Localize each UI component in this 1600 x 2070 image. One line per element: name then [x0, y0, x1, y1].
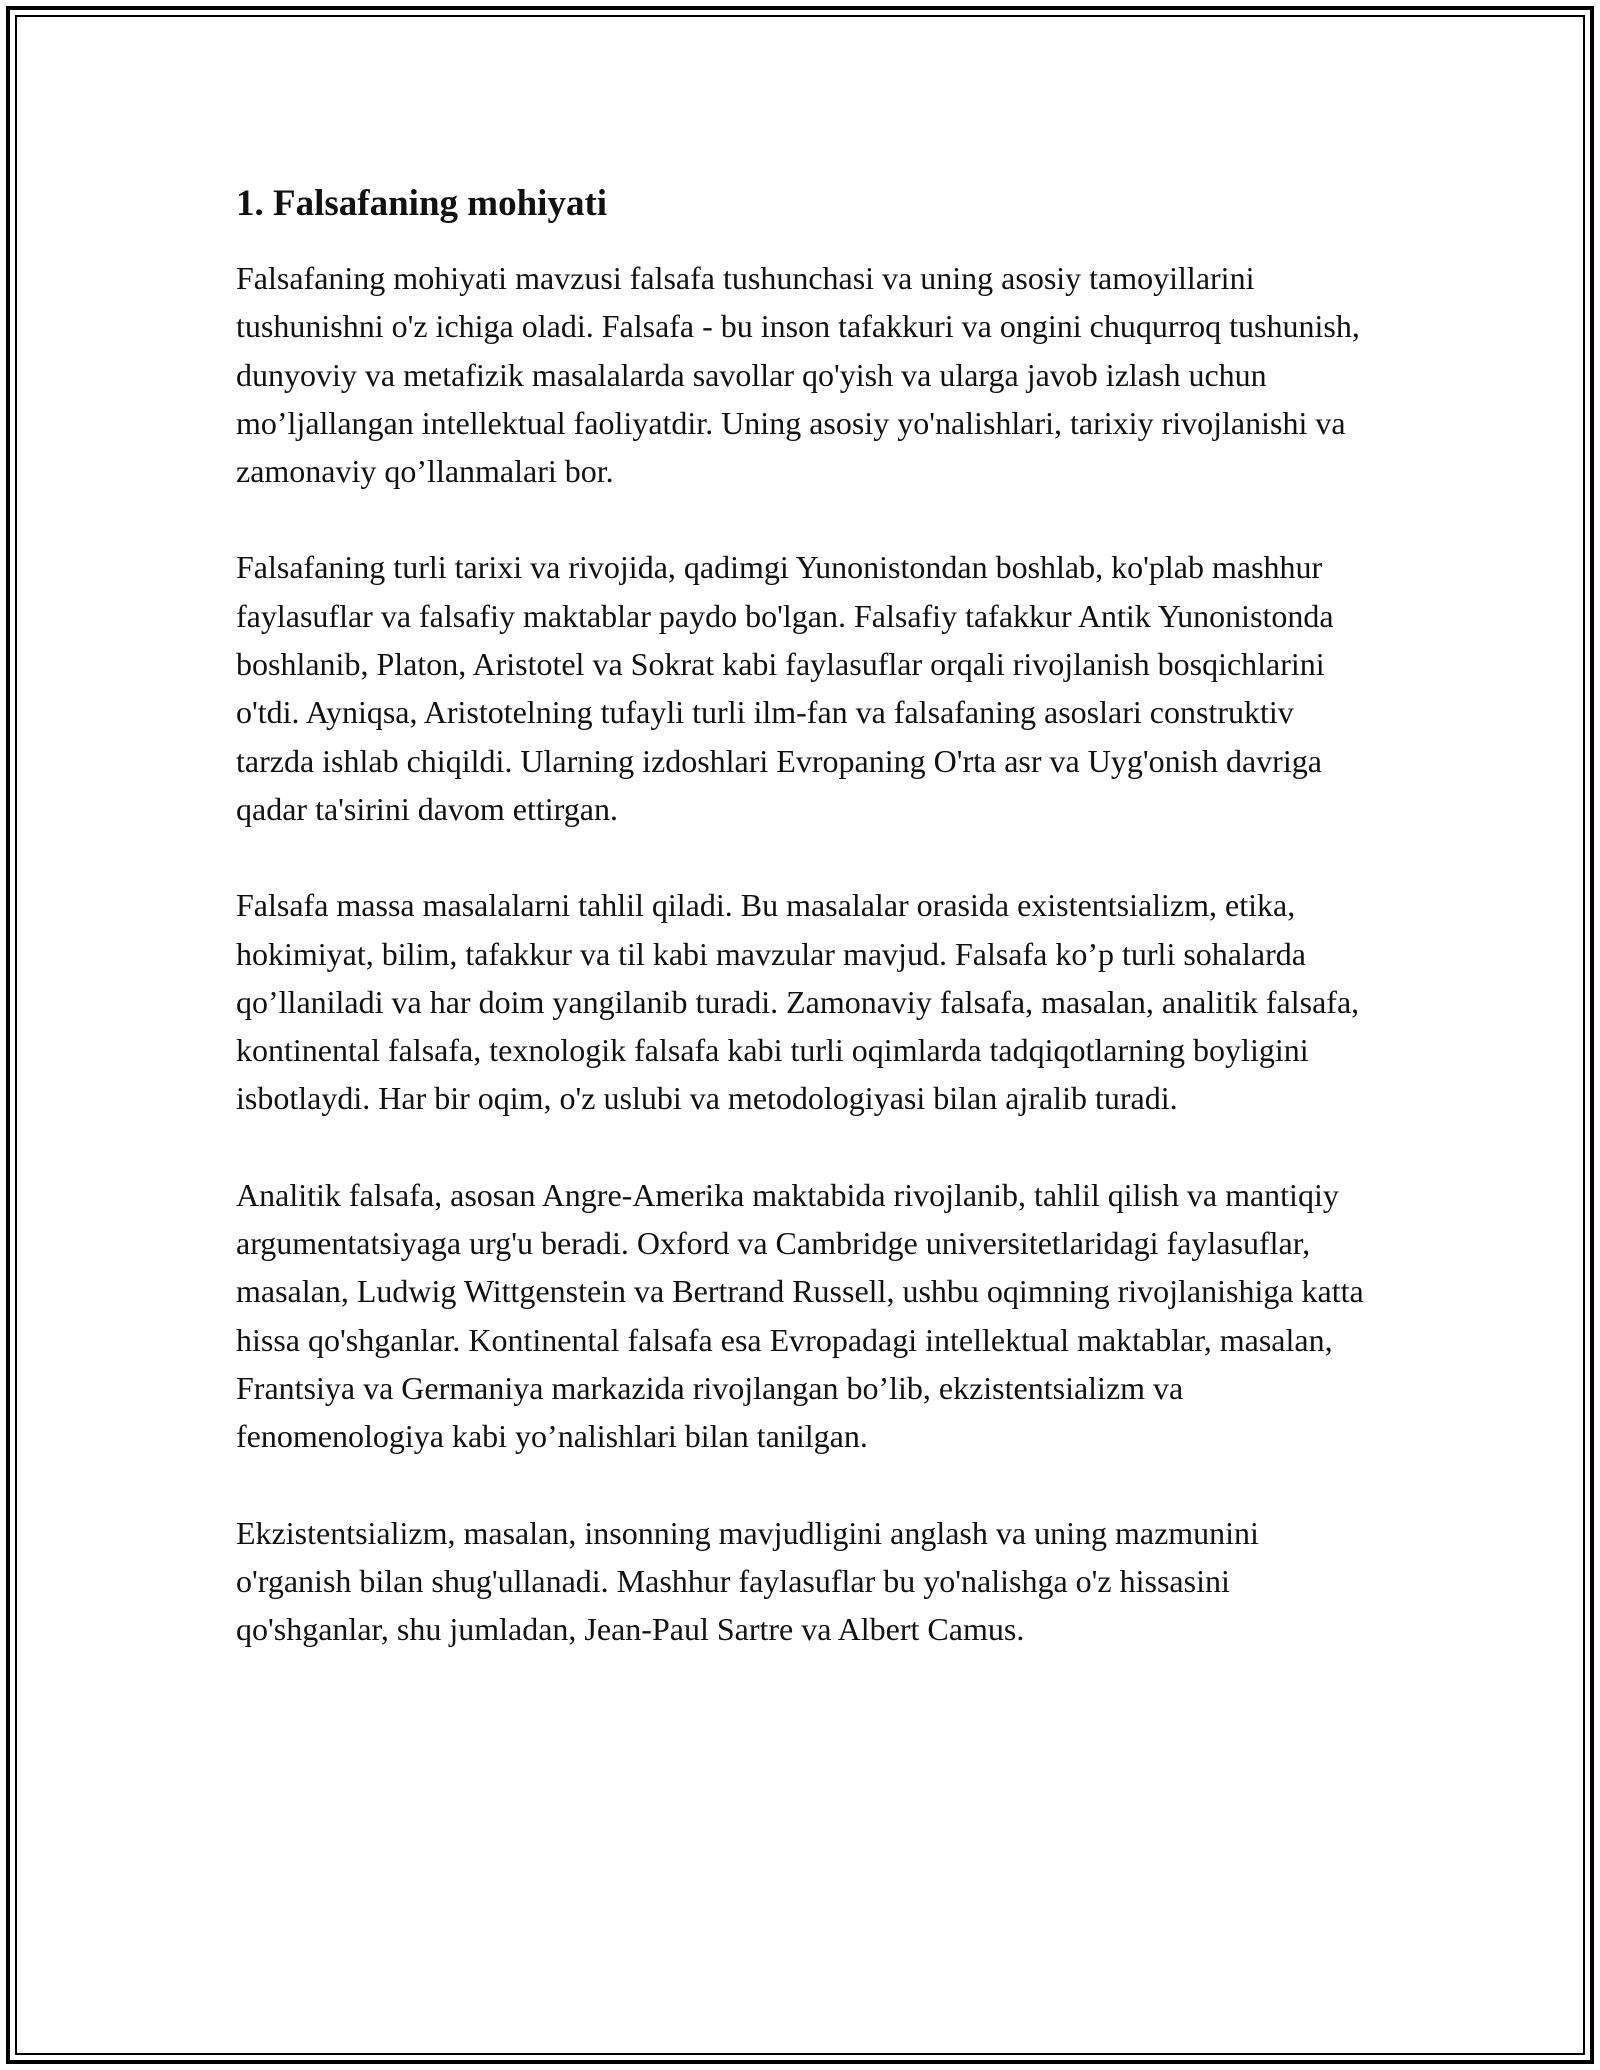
- paragraph-4: Analitik falsafa, asosan Angre-Amerika maktabida rivojlanib, tahlil qilish va mantiqiy argumentatsiyaga urg'u beradi. Oxford va Cambridge universitetlaridagi faylasuflar, masalan, Ludwig Wittgenstein va Bertrand Russell, ushbu oqimning rivojlanishiga katta hissa qo'shganlar. Kontinental falsafa esa Evropadagi intellektual maktablar, masalan, Frantsiya va Germaniya markazida rivojlangan bo’lib, ekzistentsializm va fenomenologiya kabi yo’nalishlari bilan tanilgan.: [236, 1176, 1364, 1455]
- paragraph-1: Falsafaning mohiyati mavzusi falsafa tushunchasi va uning asosiy tamoyillarini tushunishni o'z ichiga oladi. Falsafa - bu inson tafakkuri va ongini chuqurroq tushunish, dunyoviy va metafizik masalalarda savollar qo'yish va ularga javob izlash uchun mo’ljallangan intellektual faoliyatdir. Uning asosiy yo'nalishlari, tarixiy rivojlanishi va zamonaviy qo’llanmalari bor.: [236, 260, 1360, 490]
- document-body: [236, 180, 1366, 1701]
- paragraph-2: Falsafaning turli tarixi va rivojida, qadimgi Yunonistondan boshlab, ko'plab mashhur faylasuflar va falsafiy maktablar paydo bo'lgan. Falsafiy tafakkur Antik Yunonistonda boshlanib, Platon, Aristotel va Sokrat kabi faylasuflar orqali rivojlanish bosqichlarini o'tdi. Ayniqsa, Aristotelning tufayli turli ilm-fan va falsafaning asoslari construktiv tarzda ishlab chiqildi. Ularning izdoshlari Evropaning O'rta asr va Uyg'onish davriga qadar ta'sirini davom ettirgan.: [236, 549, 1334, 827]
- paragraph-3: Falsafa massa masalalarni tahlil qiladi. Bu masalalar orasida existentsializm, etika, hokimiyat, bilim, tafakkur va til kabi mavzular mavjud. Falsafa ko’p turli sohalarda qo’llaniladi va har doim yangilanib turadi. Zamonaviy falsafa, masalan, analitik falsafa, kontinental falsafa, texnologik falsafa kabi turli oqimlarda tadqiqotlarning boyligini isbotlaydi. Har bir oqim, o'z uslubi va metodologiyasi bilan ajralib turadi.: [236, 887, 1360, 1117]
- section-heading: 1. Falsafaning mohiyati: [236, 183, 608, 224]
- paragraph-5: Ekzistentsializm, masalan, insonning mavjudligini anglash va uning mazmunini o'rganish bilan shug'ullanadi. Mashhur faylasuflar bu yo'nalishga o'z hissasini qo'shganlar, shu jumladan, Jean-Paul Sartre va Albert Camus.: [236, 1514, 1259, 1648]
